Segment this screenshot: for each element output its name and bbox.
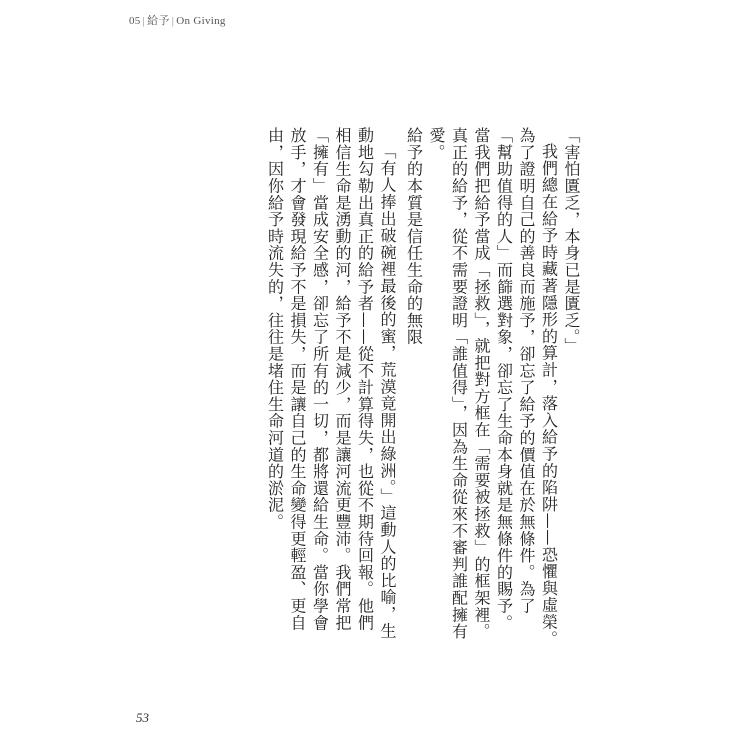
paragraph-1: 我們總在給予時藏著隱形的算計，落入給予的陷阱——恐懼與虛榮。為了證明自己的善良而施予，卻忘了給予的價值在於無條件。為了「幫助值得的人」而篩選對象，卻忘了生命本身就是無條件的賜予。當我們把給予當成「拯救」，就把對方框在「需要被拯救」的框架裡。真正的給予，從不需要證明「誰值得」，因為生命從來不審判誰配擁有愛。 bbox=[427, 127, 559, 647]
vertical-body-text bbox=[200, 127, 582, 647]
opening-quote: 「害怕匱乏，本身已是匱乏。」 bbox=[562, 127, 581, 355]
chapter-title: 給予 bbox=[147, 15, 170, 27]
running-header bbox=[129, 12, 226, 28]
header-separator: | bbox=[171, 15, 175, 27]
page-number: 53 bbox=[136, 710, 149, 725]
paragraph-2: 「有人捧出破碗裡最後的蜜，荒漠竟開出綠洲。」這動人的比喻，生動地勾勒出真正的給予者——從不計算得失，也從不期待回報。他們相信生命是湧動的河，給予不是減少，而是讓河流更豐沛。我們常把「擁有」當成安全感，卻忘了所有的一切，都將還給生命。當你學會放手，才會發現給予不是損失，而是讓自己的生命變得更輕盈、更自由，因你給予時流失的，往往是堵住生命河道的淤泥。 bbox=[265, 127, 397, 639]
section-heading: 給予的本質是信任生命的無限 bbox=[404, 127, 424, 346]
english-title: On Giving bbox=[176, 15, 226, 27]
header-separator: | bbox=[142, 15, 146, 27]
chapter-number: 05 bbox=[129, 15, 141, 27]
